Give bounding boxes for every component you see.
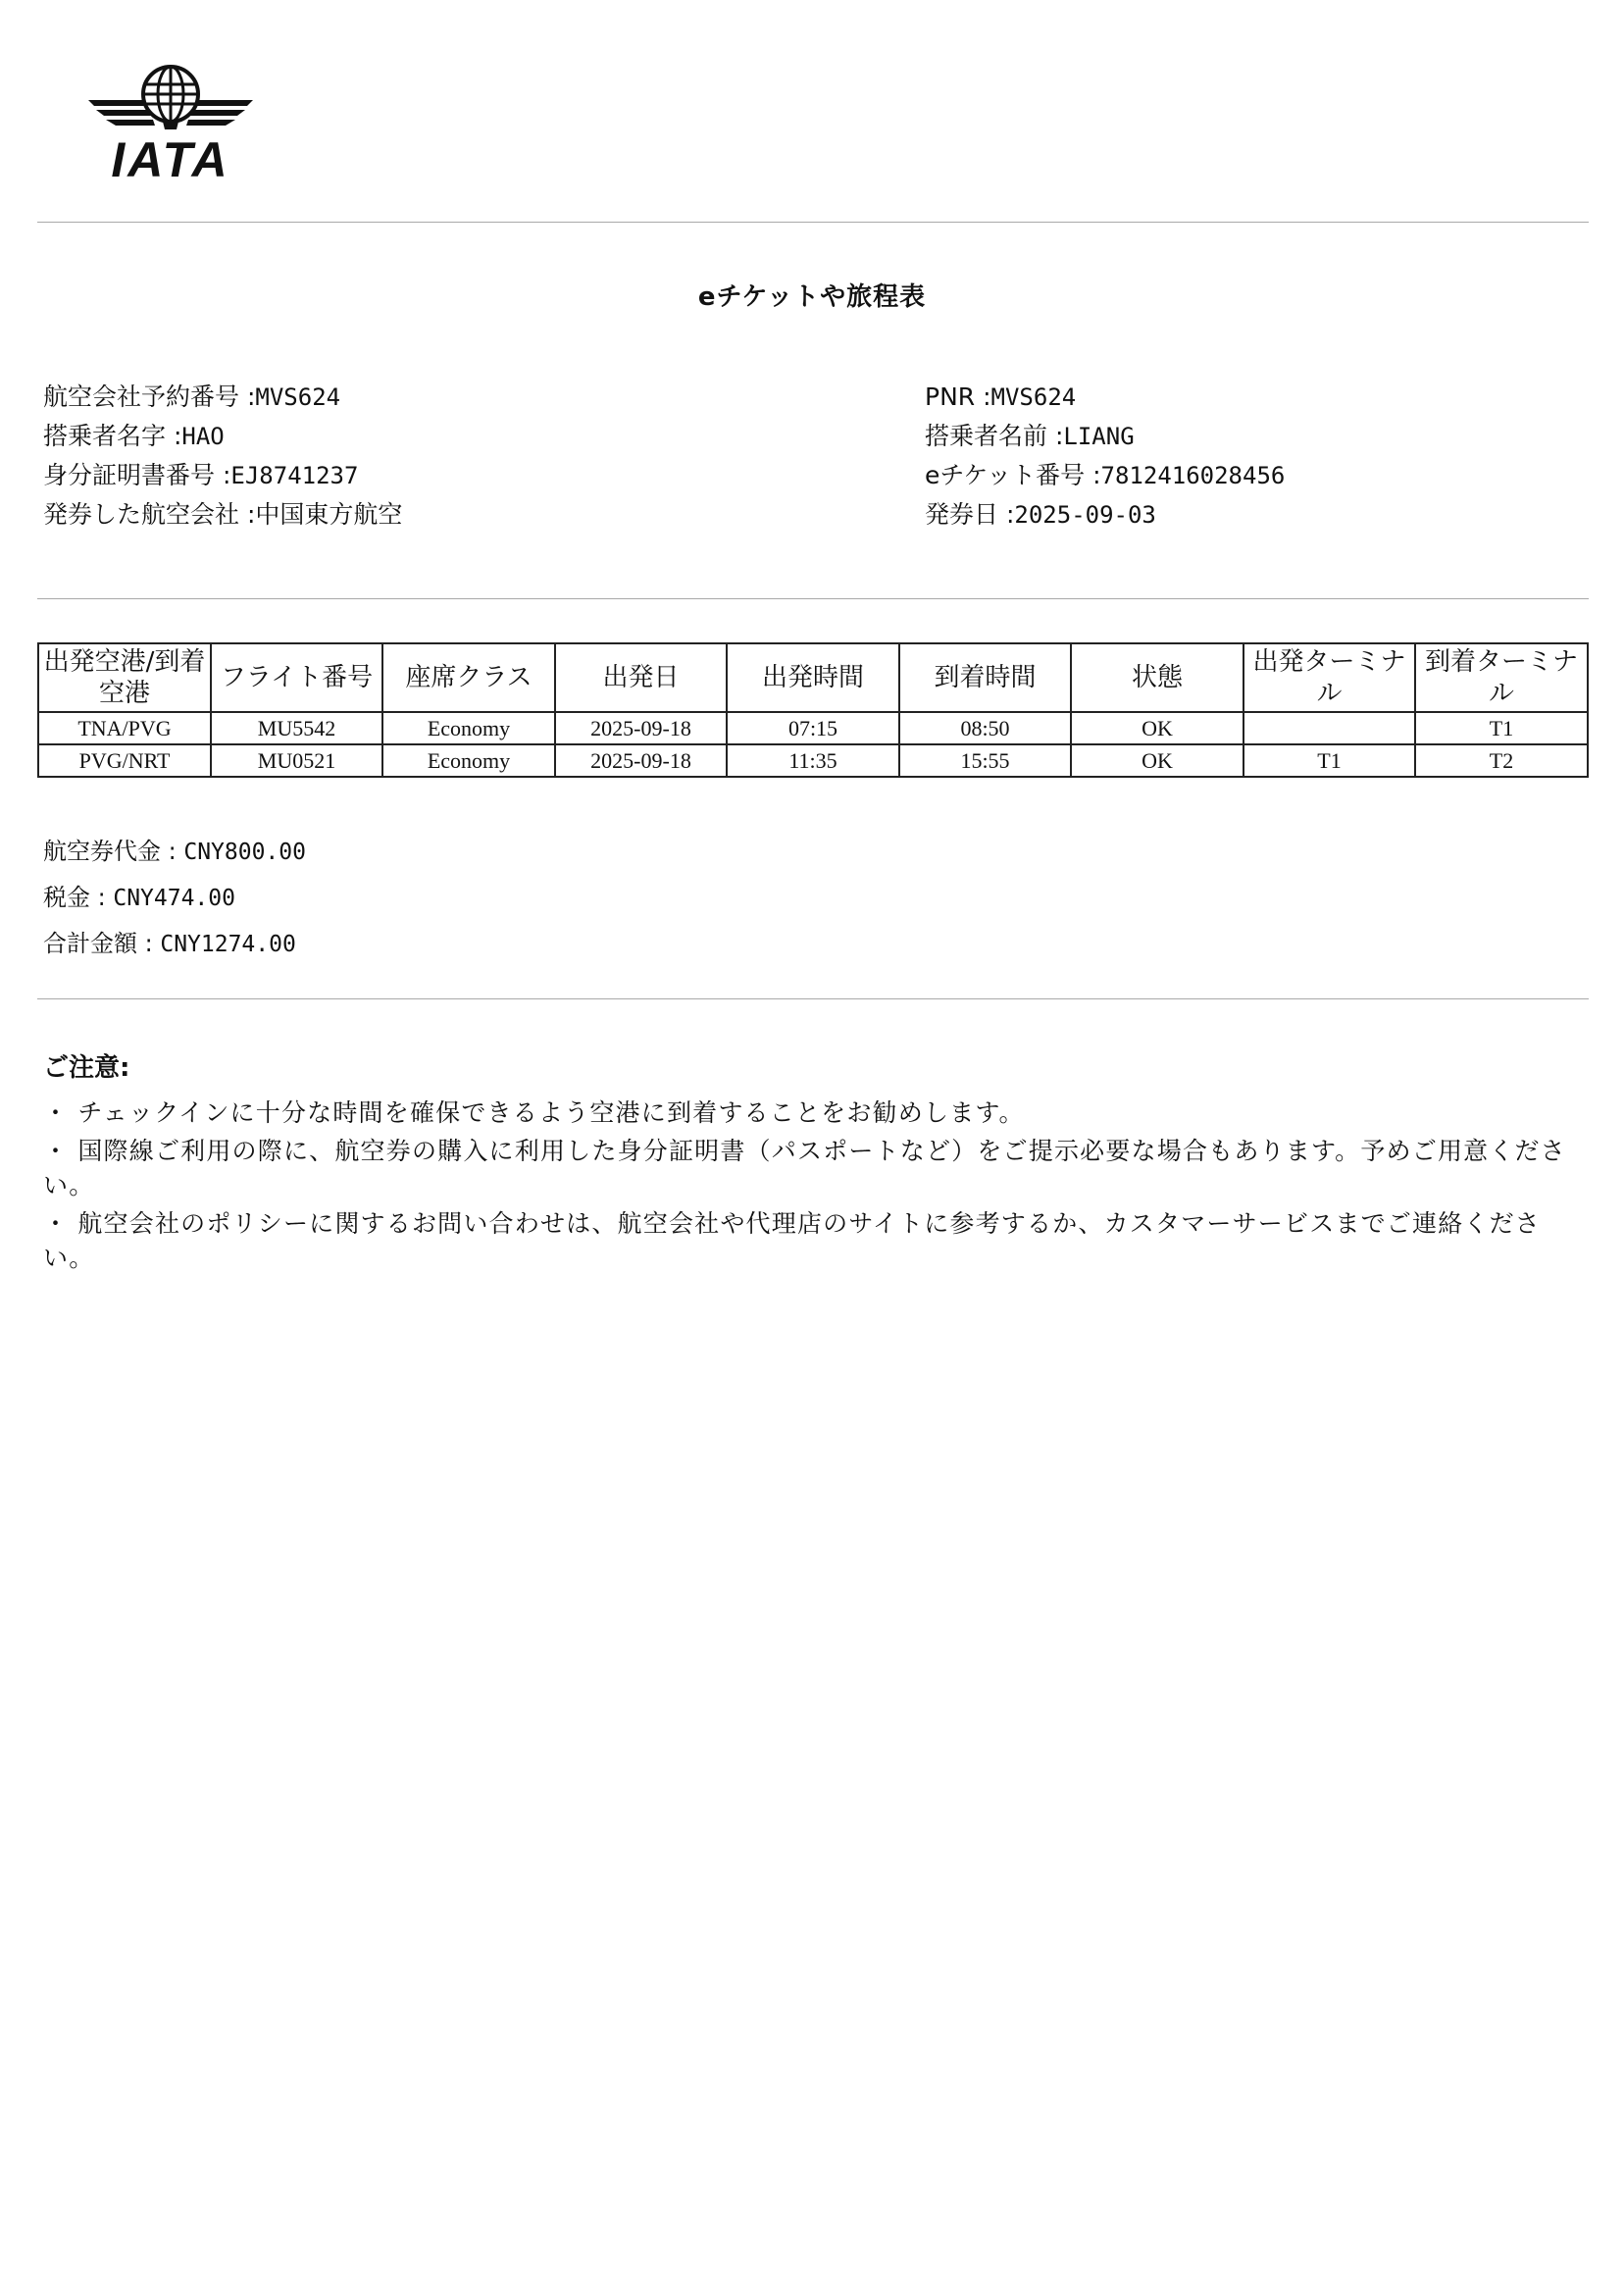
cell-arrival-terminal: T2 <box>1415 744 1588 777</box>
flight-table <box>37 642 1589 778</box>
cell-arrival-time: 15:55 <box>899 744 1071 777</box>
issuing-airline-row: 発券した航空会社 :中国東方航空 <box>43 500 403 529</box>
divider-top <box>37 222 1589 223</box>
eticket-number-row: eチケット番号 :7812416028456 <box>925 461 1286 489</box>
pnr-value: MVS624 <box>990 383 1077 411</box>
cell-status: OK <box>1071 744 1243 777</box>
passenger-surname-row: 搭乗者名字 :HAO <box>43 422 225 450</box>
col-header-departure-time: 出発時間 <box>727 643 899 712</box>
passenger-surname-value: HAO <box>181 423 225 450</box>
cell-seat-class: Economy <box>382 712 555 744</box>
tax-value: CNY474.00 <box>113 886 235 911</box>
total-value: CNY1274.00 <box>160 932 296 957</box>
cell-route: PVG/NRT <box>38 744 211 777</box>
fare-row: 航空券代金 : CNY800.00 <box>43 838 306 865</box>
col-header-departure-date: 出発日 <box>555 643 727 712</box>
table-header-row <box>38 643 1588 712</box>
col-header-route: 出発空港/到着空港 <box>38 643 211 712</box>
cell-departure-terminal <box>1243 712 1415 744</box>
cell-flight-number: MU5542 <box>211 712 382 744</box>
document-title: eチケットや旅程表 <box>697 282 927 312</box>
booking-number-value: MVS624 <box>255 383 341 411</box>
tax-row: 税金 : CNY474.00 <box>43 884 235 911</box>
pnr-row: PNR :MVS624 <box>925 382 1077 411</box>
cell-arrival-terminal: T1 <box>1415 712 1588 744</box>
issue-date-row: 発券日 :2025-09-03 <box>925 500 1156 529</box>
notice-heading: ご注意: <box>43 1053 130 1083</box>
cell-departure-date: 2025-09-18 <box>555 712 727 744</box>
cell-departure-time: 07:15 <box>727 712 899 744</box>
cell-arrival-time: 08:50 <box>899 712 1071 744</box>
cell-departure-date: 2025-09-18 <box>555 744 727 777</box>
cell-route: TNA/PVG <box>38 712 211 744</box>
passenger-given-name-value: LIANG <box>1063 423 1135 450</box>
cell-departure-time: 11:35 <box>727 744 899 777</box>
col-header-seat-class: 座席クラス <box>382 643 555 712</box>
cell-flight-number: MU0521 <box>211 744 382 777</box>
issuing-airline-value: 中国東方航空 <box>255 500 403 529</box>
col-header-flight-number: フライト番号 <box>211 643 382 712</box>
id-number-row: 身分証明書番号 :EJ8741237 <box>43 461 359 489</box>
booking-info-right <box>925 378 1285 535</box>
notice-item: ・ 国際線ご利用の際に、航空券の購入に利用した身分証明書（パスポートなど）をご提示必要な場合もあります。予めご用意ください。 <box>43 1137 1566 1199</box>
divider-info <box>37 598 1589 599</box>
iata-logo <box>86 57 255 182</box>
fare-value: CNY800.00 <box>183 840 306 865</box>
cell-status: OK <box>1071 712 1243 744</box>
divider-fare <box>37 998 1589 999</box>
table-row <box>38 712 1588 744</box>
svg-text:IATA: IATA <box>111 132 230 182</box>
notice-section <box>43 1047 1589 1279</box>
total-row: 合計金額 : CNY1274.00 <box>43 930 296 957</box>
id-number-value: EJ8741237 <box>230 462 359 489</box>
notice-item: ・ 航空会社のポリシーに関するお問い合わせは、航空会社や代理店のサイトに参考するか、カスタマーサービスまでご連絡ください。 <box>43 1209 1542 1272</box>
eticket-number-value: 7812416028456 <box>1100 462 1286 489</box>
col-header-arrival-time: 到着時間 <box>899 643 1071 712</box>
cell-seat-class: Economy <box>382 744 555 777</box>
booking-number-row: 航空会社予約番号 :MVS624 <box>43 382 341 411</box>
col-header-arrival-terminal: 到着ターミナル <box>1415 643 1588 712</box>
issue-date-value: 2025-09-03 <box>1014 501 1156 529</box>
passenger-given-name-row: 搭乗者名前 :LIANG <box>925 422 1135 450</box>
col-header-departure-terminal: 出発ターミナル <box>1243 643 1415 712</box>
cell-departure-terminal: T1 <box>1243 744 1415 777</box>
booking-info-left <box>43 378 402 535</box>
col-header-status: 状態 <box>1071 643 1243 712</box>
globe-wings-icon <box>86 57 255 182</box>
fare-summary <box>43 829 306 967</box>
table-row <box>38 744 1588 777</box>
notice-item: ・ チェックインに十分な時間を確保できるよう空港に到着することをお勧めします。 <box>43 1098 1025 1127</box>
